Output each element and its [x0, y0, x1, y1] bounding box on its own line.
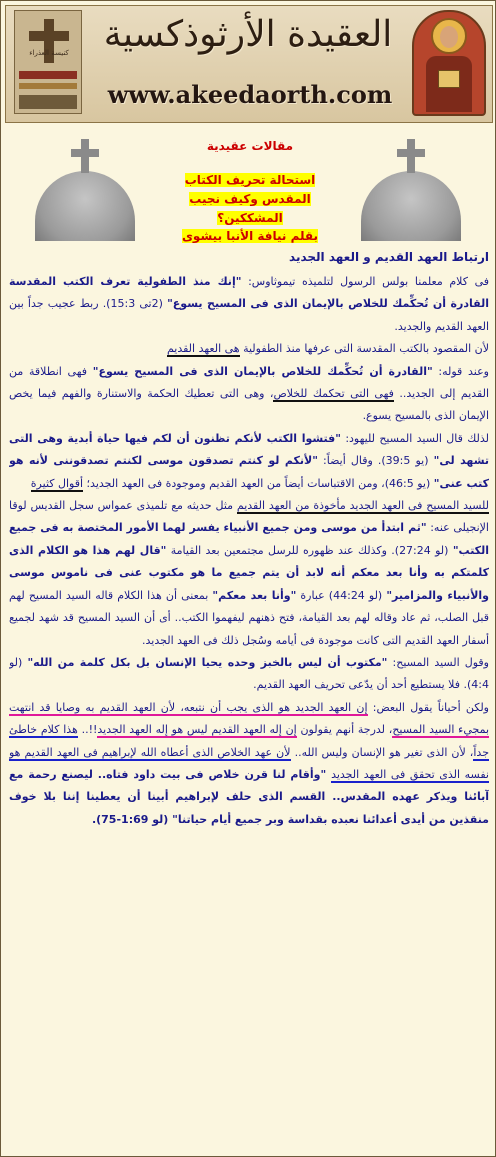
logo-strip [19, 71, 77, 79]
underlined-text: هى العهد القديم [166, 342, 240, 356]
paragraph [9, 495, 489, 652]
left-cross-bar [71, 149, 99, 157]
logo-caption: كنيسة العذراء [29, 49, 69, 57]
article-header [5, 125, 493, 243]
underlined-text: هذا كلام خاطئ جداً [9, 723, 489, 759]
site-title: العقيدة الأرثوذكسية [103, 14, 393, 55]
text-run: ، وهى التى تعطيك الحكمة والاستنارة والفهم فيما يخص الإيمان الذى بالمسيح يسوع. [9, 387, 489, 423]
face-shape [440, 26, 458, 48]
text-run: فى كلام معلمنا بولس الرسول لتلميذه تيموثاوس: [241, 275, 489, 288]
paragraph [9, 361, 489, 428]
text-run: (يو 46:5)، ومن الاقتباسات أيضاً من العهد القديم وموجودة فى العهد الجديد؛ [83, 476, 434, 490]
text-run: وقول السيد المسيح: [387, 655, 489, 669]
text-run: ، لدرجة أنهم يقولون [296, 723, 393, 737]
article-title-line: المقدس وكيف نجيب [189, 192, 311, 206]
church-logo [14, 10, 82, 114]
section-label[interactable]: مقالات عقيدية [206, 139, 294, 153]
text-run: لأن المقصود بالكتب المقدسة التى عرفها منذ الطفولية [239, 342, 489, 356]
paragraph [9, 652, 489, 697]
scripture-quote: "وأنا بعد معكم" [212, 588, 297, 602]
author-name: بقلم نيافة الأنبا بيشوى [181, 229, 319, 243]
scripture-quote: "ثم ابتدأ من موسى ومن جميع الأنبياء يفسر لهما الأمور المختصة به فى جميع الكتب" [9, 521, 489, 557]
paragraph [9, 271, 489, 338]
article-title-line: المشككين؟ [217, 211, 283, 225]
text-run: (لو 44:24) عبارة [296, 588, 387, 602]
text-run: بمعنى أن هذا الكلام قاله السيد المسيح لهم قبل الصلب، ثم عاد وقاله لهم بعد القيامة، فتح ذهنهم ليفهموا الكتب.. أى أن السيد المسيح قد شهد لجميع أسفار العهد القديم التى كانت موجودة فى أيامه وسُجل ذلك فى العهد الجديد. [9, 588, 489, 647]
saint-icon [412, 10, 486, 116]
paragraph [9, 428, 489, 495]
underlined-text: فهى التى تحكمك للخلاص [273, 387, 394, 401]
paragraph [9, 338, 489, 360]
site-banner[interactable] [5, 5, 493, 123]
scripture-quote: "القادرة أن تُحكِّمك للخلاص بالإيمان الذى فى المسيح يسوع" [92, 364, 433, 378]
underlined-text: للسيد المسيح فى العهد الجديد مأخوذة من العهد القديم [236, 499, 489, 513]
right-dome-image [361, 171, 461, 241]
text-run: مثل حديثه مع تلميذى عمواس سجل القديس لوقا الإنجيلى عنه: [9, 499, 489, 535]
scripture-quote: "إنك منذ الطفولية تعرف الكتب المقدسة القادرة أن تُحكِّمك للخلاص بالإيمان الذى فى المسيح يسوع" [9, 275, 489, 311]
underlined-text: إن العهد الجديد هو الذى يجب أن نتبعه، لأن العهد القديم به وصايا قد انتهت بمجيء السيد المسيح [9, 700, 489, 737]
underlined-text: إن إله العهد القديم ليس هو إله العهد الجديد [97, 723, 297, 737]
scripture-quote: "وأقام لنا قرن خلاص فى بيت داود فتاه.. ليصنع رحمة مع آبائنا ويذكر عهده المقدس.. القسم الذى حلف لإبراهيم أبينا أن يعطينا إننا بلا خوف منقذين من أيدى أعدائنا نعبده بقداسة وبر جميع أيام حياتنا" [9, 767, 489, 826]
logo-base [19, 95, 77, 109]
scripture-quote: "فتشوا الكتب لأنكم تظنون أن لكم فيها حياة أبدية وهى التى تشهد لى" [9, 431, 489, 468]
right-cross-bar [397, 149, 425, 157]
text-run: (لو 27:24). وكذلك عند ظهوره للرسل مجتمعين بعد القيامة [166, 543, 453, 557]
scripture-reference: (لو 1:69-75). [91, 812, 173, 826]
text-run: فهى انطلاقة من القديم إلى الجديد.. [9, 364, 489, 401]
author-line [165, 225, 335, 244]
book-icon [438, 70, 460, 88]
scripture-quote: "لأنكم لو كنتم تصدقون موسى لكنتم تصدقوننى لأنه هو كتب عنى" [9, 454, 489, 490]
underlined-text: لأن عهد الخلاص الذى أعطاه الله لإبراهيم فى العهد القديم هو نفسه الذى تحقق فى العهد الجديد [9, 745, 489, 781]
text-run: ولكن أحياناً يقول البعض: [367, 700, 489, 714]
site-url[interactable]: www.akeedaorth.com [107, 80, 393, 109]
article-title-line: استحالة تحريف الكتاب [184, 173, 316, 187]
article-title [165, 169, 335, 226]
paragraph [9, 697, 489, 831]
text-run: (لو 4:4). فلا يستطيع أحد أن يدّعى تحريف العهد القديم. [9, 655, 489, 692]
article-heading: ارتباط العهد القديم و العهد الجديد [289, 250, 489, 264]
scripture-quote: "مكتوب أن ليس بالخبز وحده يحيا الإنسان بل بكل كلمة من الله" [27, 655, 388, 669]
underlined-text: أقوال كثيرة [30, 476, 84, 490]
left-dome-image [35, 171, 135, 241]
text-run: لذلك قال السيد المسيح لليهود: [340, 431, 489, 445]
logo-cross-bar [29, 31, 69, 41]
text-run: (يو 39:5). وقال أيضاً: [317, 454, 434, 468]
text-run: !!.. [77, 723, 98, 737]
logo-strip-secondary [19, 83, 77, 89]
text-run: ، لأن الذى تغير هو الإنسان وليس الله.. [290, 745, 474, 759]
text-run: وعند قوله: [432, 364, 489, 378]
scripture-quote: "قال لهم هذا هو الكلام الذى كلمتكم به وأنا بعد معكم أنه لابد أن يتم جميع ما هو مكتوب عنى فى ناموس موسى والأنبياء والمزامير" [9, 543, 489, 602]
text-run: (2تى 15:3). ربط عجيب جداً بين العهد القديم والجديد. [9, 297, 489, 333]
article-body [9, 245, 489, 1149]
